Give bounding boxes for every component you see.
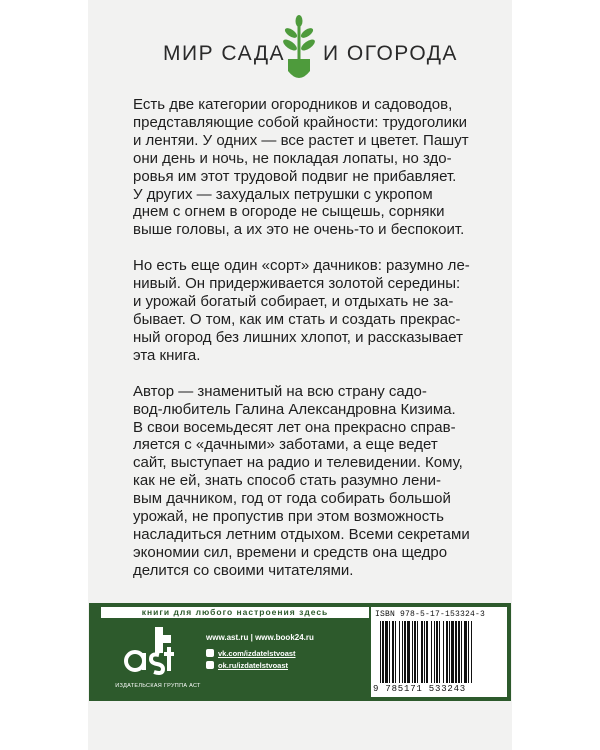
paragraph-1	[133, 96, 478, 239]
vk-link[interactable]	[206, 649, 296, 658]
barcode-bar	[434, 621, 435, 683]
barcode-bar	[407, 621, 410, 683]
barcode-bar	[461, 621, 462, 683]
text-line: вод-любитель Галина Александровна Кизима.	[133, 400, 456, 418]
barcode-bar	[392, 621, 394, 683]
text-line: эта книга.	[133, 346, 201, 364]
text-line: насладиться летним отдыхом. Всеми секретами	[133, 525, 470, 543]
barcode-bar	[421, 621, 423, 683]
barcode-bar	[471, 621, 472, 683]
isbn-label: ISBN 978-5-17-153324-3	[375, 610, 486, 619]
text-line: Автор — знаменитый на всю страну садо-	[133, 382, 427, 400]
text-line: У других — захудалых петрушки с укропом	[133, 185, 433, 203]
ast-logo-icon	[121, 623, 181, 675]
sprout-icon	[282, 15, 316, 81]
barcode-bar	[404, 621, 406, 683]
text-line: нивый. Он придерживается золотой середины:	[133, 275, 461, 293]
text-line: делится со своими читателями.	[133, 561, 354, 579]
barcode-bar	[468, 621, 469, 683]
text-line: выше головы, а их это не очень-то и беспокоит.	[133, 221, 465, 239]
barcode-bar	[436, 621, 438, 683]
barcode-bar	[424, 621, 425, 683]
text-line: экономии сил, времени и средств она щедро	[133, 543, 448, 561]
text-line: сайт, выступает на радио и телевидении. Кому,	[133, 454, 463, 472]
text-line: бывает. О том, как им стать и создать прекрас-	[133, 310, 461, 328]
publisher-websites[interactable]: www.ast.ru | www.book24.ru	[206, 633, 314, 642]
isbn-block	[371, 607, 507, 697]
barcode-bar	[385, 621, 388, 683]
tagline-bar	[101, 607, 369, 618]
barcode-bar	[443, 621, 444, 683]
text-line: и урожай богатый собирает, и отдыхать не за-	[133, 293, 454, 311]
barcode-bar	[399, 621, 400, 683]
text-line: как не ей, знать способ стать разумно лени-	[133, 472, 442, 490]
barcode-bar	[395, 621, 396, 683]
text-line: они день и ночь, не покладая лопаты, но здо-	[133, 149, 452, 167]
barcode-bar	[412, 621, 413, 683]
annotation-text	[133, 96, 478, 580]
text-line: Но есть еще один «сорт» дачников: разумно ле-	[133, 257, 470, 275]
text-line: вым дачником, год от года собирать большой	[133, 490, 451, 508]
barcode-bar	[458, 621, 460, 683]
barcode	[380, 621, 498, 683]
text-line: днем с огнем в огороде не сыщешь, сорняки	[133, 203, 445, 221]
barcode-bar	[439, 621, 440, 683]
text-line: и лентяи. У одних — все растет и цветет. Пашут	[133, 131, 469, 149]
series-title-left: МИР САДА	[163, 42, 286, 65]
text-line: ляется с «дачными» заботами, а еще ведет	[133, 436, 438, 454]
barcode-bar	[464, 621, 467, 683]
barcode-bar	[431, 621, 432, 683]
ok-link[interactable]	[206, 661, 288, 670]
text-line: В свои восемьдесят лет она прекрасно справ-	[133, 418, 456, 436]
ok-icon	[206, 661, 214, 669]
publisher-name: ИЗДАТЕЛЬСКАЯ ГРУППА АСТ	[115, 683, 201, 689]
paragraph-2	[133, 257, 478, 364]
barcode-bar	[382, 621, 384, 683]
paragraph-3	[133, 383, 478, 580]
barcode-bar	[414, 621, 416, 683]
barcode-bar	[426, 621, 428, 683]
vk-icon	[206, 649, 214, 657]
barcode-digits: 9 785171 533243	[373, 684, 467, 694]
text-line: ровья им этот трудовой подвиг не прибавляет.	[133, 167, 457, 185]
vk-link-text: vk.com/izdatelstvoast	[218, 649, 296, 658]
barcode-bar	[402, 621, 403, 683]
barcode-bar	[455, 621, 457, 683]
barcode-bar	[451, 621, 454, 683]
barcode-bar	[380, 621, 381, 683]
text-line: представляющие собой крайности: трудоголики	[133, 113, 467, 131]
text-line: Есть две категории огородников и садоводов,	[133, 96, 453, 113]
text-line: урожай, не пропустив при этом возможность	[133, 508, 444, 526]
barcode-bar	[449, 621, 450, 683]
series-title-right: И ОГОРОДА	[323, 42, 458, 65]
series-header	[0, 0, 600, 90]
tagline: книги для любого настроения здесь	[141, 607, 329, 617]
barcode-bar	[417, 621, 418, 683]
barcode-bar	[446, 621, 448, 683]
barcode-bar	[389, 621, 390, 683]
text-line: ный огород без лишних хлопот, и рассказывает	[133, 328, 463, 346]
ok-link-text: ok.ru/izdatelstvoast	[218, 661, 289, 670]
publisher-footer	[89, 603, 511, 701]
